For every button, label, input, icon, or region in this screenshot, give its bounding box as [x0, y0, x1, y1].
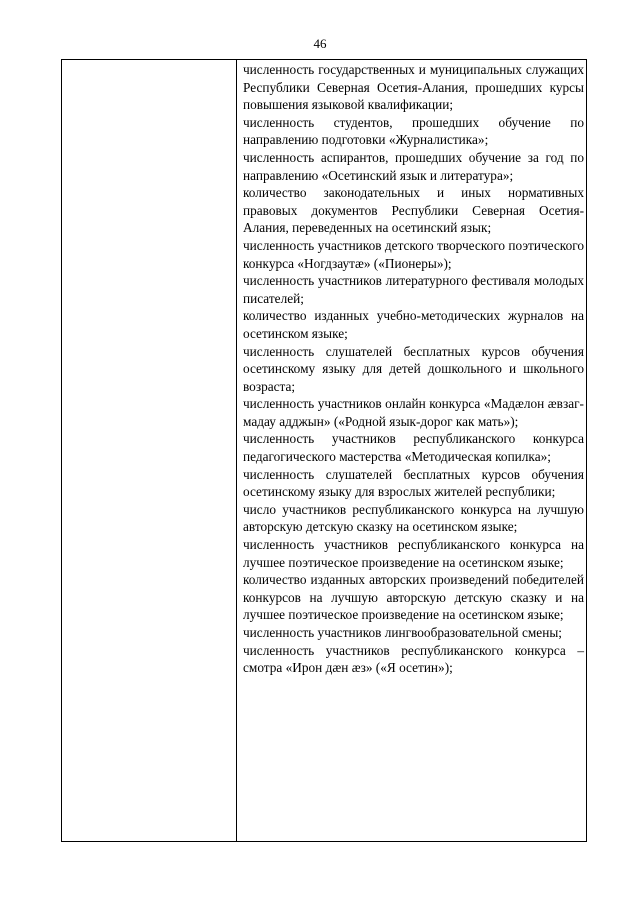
list-item: численность участников республиканского конкурса на лучшее поэтическое произведение на осетинском языке; [243, 537, 584, 570]
list-item: численность студентов, прошедших обучение по направлению подготовки «Журналистика»; [243, 114, 584, 148]
list-item: численность государственных и муниципальных служащих Республики Северная Осетия-Алания, прошедших курсы повышения языковой квалификации; [243, 62, 584, 113]
list-item: численность аспирантов, прошедших обучение за год по направлению «Осетинский язык и литература»; [243, 149, 584, 183]
list-item: количество изданных авторских произведений победителей конкурсов на лучшую авторскую детскую сказку и на лучшее поэтическое произведение на осетинском языке; [243, 572, 584, 623]
page-number: 46 [313, 36, 327, 51]
table-left-cell [62, 60, 237, 841]
table-right-cell [237, 60, 586, 677]
list-item: количество изданных учебно-методических журналов на осетинском языке; [243, 308, 584, 341]
list-item: численность участников республиканского конкурса педагогического мастерства «Методическая копилка»; [243, 431, 584, 465]
list-item: численность слушателей бесплатных курсов обучения осетинскому языку для взрослых жителей республики; [243, 466, 584, 500]
list-item: количество законодательных и иных нормативных правовых документов Республики Северная Осетия-Алания, переведенных на осетинский язык; [243, 185, 584, 236]
list-item: численность участников литературного фестиваля молодых писателей; [243, 273, 584, 306]
list-item: численность слушателей бесплатных курсов обучения осетинскому языку для детей дошкольного и школьного возраста; [243, 343, 584, 394]
list-item: численность участников лингвообразовательной смены; [243, 625, 562, 640]
list-item: численность участников детского творческого поэтического конкурса «Ногдзаутæ» («Пионеры»); [243, 237, 584, 271]
document-table [61, 59, 587, 842]
list-item: численность участников республиканского конкурса – смотра «Ирон дæн æз» («Я осетин»); [243, 642, 584, 676]
list-item: число участников республиканского конкурса на лучшую авторскую детскую сказку на осетинском языке; [243, 501, 584, 535]
list-item: численность участников онлайн конкурса «Мадæлон æвзаг-мадау адджын» («Родной язык-дорог как мать»); [243, 396, 584, 429]
